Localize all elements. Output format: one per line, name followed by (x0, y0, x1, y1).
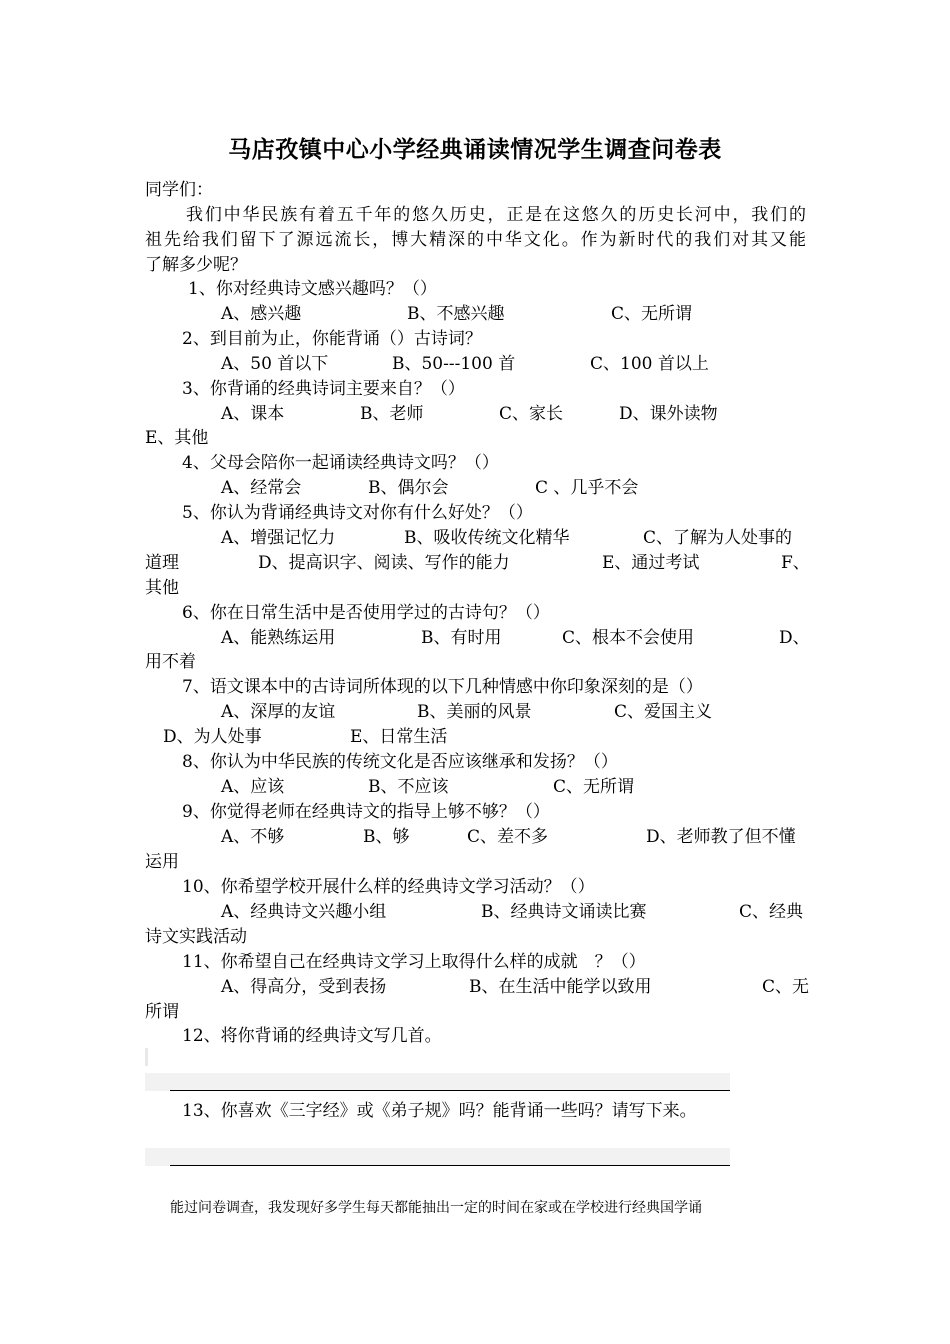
q5-option-e: E、通过考试 (602, 553, 700, 573)
q9-option-d-cont: 运用 (145, 852, 179, 872)
q8-option-c: C、无所谓 (553, 777, 635, 797)
question-13: 13、你喜欢《三字经》或《弟子规》吗？能背诵一些吗？请写下来。 (182, 1101, 697, 1121)
greeting: 同学们： (145, 180, 213, 200)
q6-option-c: C、根本不会使用 (562, 628, 695, 648)
q5-option-b: B、吸收传统文化精华 (404, 528, 570, 548)
q10-option-b: B、经典诗文诵读比赛 (481, 902, 647, 922)
question-4: 4、父母会陪你一起诵读经典诗文吗？（） (182, 453, 499, 473)
question-2: 2、到目前为止，你能背诵（）古诗词？ (182, 329, 482, 349)
question-8: 8、你认为中华民族的传统文化是否应该继承和发扬？（） (182, 752, 618, 772)
question-9: 9、你觉得老师在经典诗文的指导上够不够？（） (182, 802, 550, 822)
q7-option-b: B、美丽的风景 (417, 702, 532, 722)
q6-option-b: B、有时用 (421, 628, 502, 648)
q13-answer-area[interactable] (145, 1148, 730, 1166)
q9-option-b: B、够 (363, 827, 410, 847)
q9-option-a: A、不够 (221, 827, 285, 847)
q4-option-b: B、偶尔会 (368, 478, 449, 498)
q4-option-a: A、经常会 (221, 478, 302, 498)
q4-option-c: C 、几乎不会 (535, 478, 639, 498)
q7-option-c: C、爱国主义 (614, 702, 713, 722)
question-12: 12、将你背诵的经典诗文写几首。 (182, 1026, 442, 1046)
page-title: 马店孜镇中心小学经典诵读情况学生调查问卷表 (228, 136, 722, 163)
q7-option-a: A、深厚的友谊 (221, 702, 336, 722)
q6-option-d-cont: 用不着 (145, 652, 196, 672)
question-6: 6、你在日常生活中是否使用学过的古诗句？（） (182, 603, 550, 623)
q12-answer-area[interactable] (145, 1073, 730, 1091)
q3-option-b: B、老师 (360, 404, 424, 424)
q11-option-b: B、在生活中能学以致用 (469, 977, 652, 997)
q8-option-b: B、不应该 (368, 777, 449, 797)
q5-option-a: A、增强记忆力 (221, 528, 336, 548)
intro-line-3: 了解多少呢？ (145, 255, 247, 275)
q11-option-c: C、无 (762, 977, 810, 997)
q5-option-f-cont: 其他 (145, 578, 179, 598)
q11-option-c-cont: 所谓 (145, 1002, 179, 1022)
intro-line-1: 我们中华民族有着五千年的悠久历史，正是在这悠久的历史长河中，我们的 (186, 205, 806, 225)
q8-option-a: A、应该 (221, 777, 285, 797)
q5-option-c-cont: 道理 (145, 553, 179, 573)
question-1: 1、你对经典诗文感兴趣吗？（） (188, 279, 437, 299)
q1-option-b: B、不感兴趣 (407, 304, 505, 324)
intro-line-2: 祖先给我们留下了源远流长，博大精深的中华文化。作为新时代的我们对其又能 (145, 230, 806, 250)
q9-option-c: C、差不多 (467, 827, 549, 847)
q7-option-e: E、日常生活 (350, 727, 448, 747)
q1-option-a: A、感兴趣 (221, 304, 302, 324)
q1-option-c: C、无所谓 (611, 304, 693, 324)
q5-option-f: F、 (781, 553, 810, 573)
summary-paragraph: 能过问卷调查，我发现好多学生每天都能抽出一定的时间在家或在学校进行经典国学诵 (170, 1200, 702, 1216)
q5-option-c: C、了解为人处事的 (643, 528, 793, 548)
q5-option-d: D、提高识字、阅读、写作的能力 (258, 553, 510, 573)
q10-option-c-cont: 诗文实践活动 (145, 927, 247, 947)
q3-option-a: A、课本 (221, 404, 285, 424)
q6-option-d: D、 (779, 628, 810, 648)
q2-option-c: C、100 首以上 (590, 354, 709, 374)
q7-option-d: D、为人处事 (163, 727, 262, 747)
q12-blank-marker (145, 1048, 148, 1066)
q2-option-b: B、50---100 首 (392, 354, 516, 374)
question-5: 5、你认为背诵经典诗文对你有什么好处？（） (182, 503, 533, 523)
q9-option-d: D、老师教了但不懂 (646, 827, 796, 847)
q11-option-a: A、得高分，受到表扬 (221, 977, 387, 997)
q10-option-c: C、经典 (739, 902, 804, 922)
q3-option-e: E、其他 (145, 428, 209, 448)
q13-answer-line (170, 1165, 730, 1166)
question-3: 3、你背诵的经典诗词主要来自？（） (182, 379, 465, 399)
q12-answer-line (170, 1090, 730, 1091)
question-10: 10、你希望学校开展什么样的经典诗文学习活动？（） (182, 877, 595, 897)
question-7: 7、语文课本中的古诗词所体现的以下几种情感中你印象深刻的是（） (182, 677, 703, 697)
q10-option-a: A、经典诗文兴趣小组 (221, 902, 387, 922)
q2-option-a: A、50 首以下 (221, 354, 329, 374)
q3-option-c: C、家长 (499, 404, 564, 424)
q6-option-a: A、能熟练运用 (221, 628, 336, 648)
question-11: 11、你希望自己在经典诗文学习上取得什么样的成就 ？（） (182, 952, 646, 972)
q3-option-d: D、课外读物 (619, 404, 718, 424)
